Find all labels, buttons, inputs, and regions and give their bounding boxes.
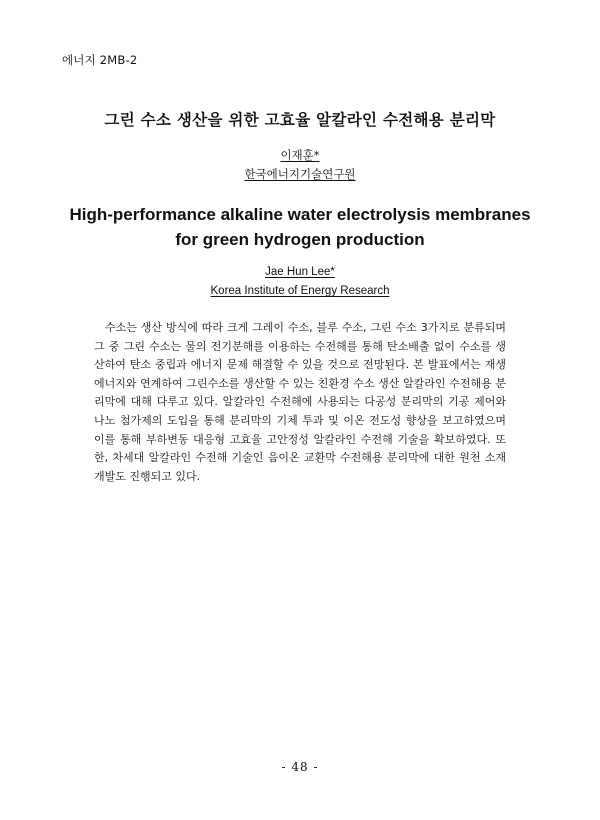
author-korean bbox=[0, 147, 600, 163]
session-code: 에너지 2MB-2 bbox=[62, 53, 138, 67]
author-english-name: Jae Hun Lee* bbox=[265, 266, 335, 278]
page-number: - 48 - bbox=[281, 760, 319, 774]
author-korean-name: 이재훈* bbox=[280, 148, 320, 162]
affiliation-english bbox=[0, 285, 600, 297]
affiliation-korean-name: 한국에너지기술연구원 bbox=[244, 167, 356, 181]
author-english bbox=[0, 266, 600, 278]
paper-title-korean: 그린 수소 생산을 위한 고효율 알칼라인 수전해용 분리막 bbox=[104, 111, 496, 129]
affiliation-english-name: Korea Institute of Energy Research bbox=[210, 285, 390, 297]
abstract-body: 수소는 생산 방식에 따라 크게 그레이 수소, 블루 수소, 그린 수소 3가지로 분류되며 그 중 그린 수소는 물의 전기분해를 이용하는 수전해를 통해 탄소배출 없이 수소를 생산하여 탄소 중립과 에너지 문제 해결할 수 있을 것으로 전망된다. 본 발표에서는 재생에너지와 연계하여 그린수소를 생산할 수 있는 친환경 수소 생산 알칼라인 수전해용 분리막에 대해 다루고 있다. 알칼라인 수전해에 사용되는 다공성 분리막의 기공 제어와 나노 첨가제의 도입을 통해 분리막의 기체 투과 및 이온 전도성 향상을 보고하였으며 이를 통해 부하변동 대응형 고효율 고안정성 알칼라인 수전해 기술을 확보하였다. 또한, 차세대 알칼라인 수전해 기술인 음이온 교환막 수전해용 분리막에 대한 원천 소재 개발도 진행되고 있다. bbox=[94, 321, 506, 483]
affiliation-korean bbox=[0, 166, 600, 182]
paper-title-english: High-performance alkaline water electrolysis membranes for green hydrogen production bbox=[69, 205, 531, 249]
